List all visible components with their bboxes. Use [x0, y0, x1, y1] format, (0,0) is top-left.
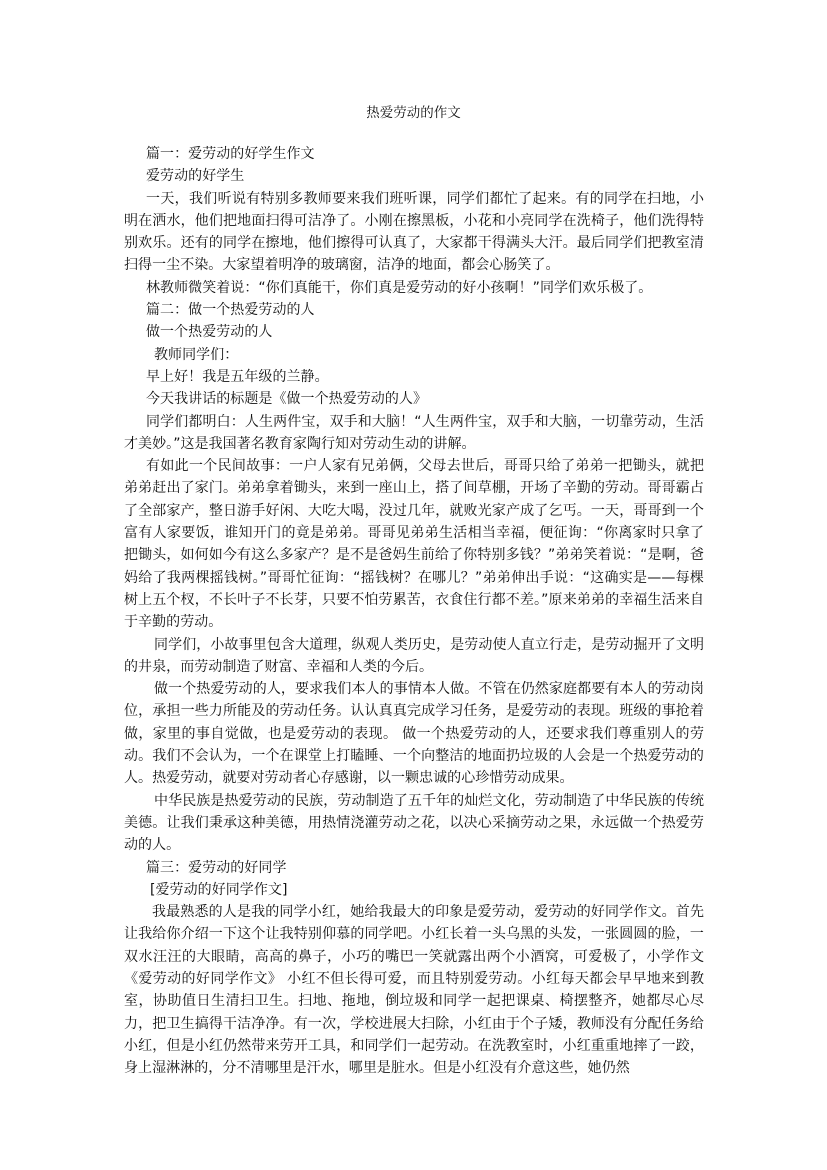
document-title: 热爱劳动的作文 [366, 105, 461, 121]
paragraph: 教师同学们： [154, 346, 239, 363]
paragraph: 爱劳动的好学生 [146, 168, 245, 185]
paragraph: 同学们都明白：人生两件宝，双手和大脑！“人生两件宝，双手和大脑，一切靠劳动，生活才美妙。”这是我国著名教育家陶行知对劳动生动的讲解。 [124, 413, 704, 452]
paragraph: 我最熟悉的人是我的同学小红，她给我最大的印象是爱劳动，爱劳动的好同学作文。首先让我给你介绍一下这个让我特别仰慕的同学吧。小红长着一头乌黑的头发，一张圆圆的脸，一双水汪汪的大眼睛，高高的鼻子，小巧的嘴巴一笑就露出两个小酒窝，可爱极了，小学作文《爱劳动的好同学作文》 小红不但长得可爱，而且特别爱劳动。小红每天都会早早地来到教室，协助值日生清扫卫生。扫地、拖地，倒垃圾和同学一起把课桌、椅摆整齐，她都尽心尽力，把卫生搞得干洁净净。有一次，学校进展大扫除，小红由于个子矮，教师没有分配任务给小红，但是小红仍然带来劳开工具，和同学们一起劳动。在洗教室时，小红重重地摔了一跤，身上湿淋淋的，分不清哪里是汗水，哪里是脏水。但是小红没有介意这些，她仍然 [124, 904, 704, 1077]
paragraph: 早上好！我是五年级的兰静。 [146, 368, 329, 385]
paragraph: 篇一：爱劳动的好学生作文 [146, 146, 315, 162]
paragraph: 有如此一个民间故事：一户人家有兄弟俩，父母去世后，哥哥只给了弟弟一把锄头，就把弟弟赶出了家门。弟弟拿着锄头，来到一座山上，搭了间草棚，开场了辛勤的劳动。哥哥霸占了全部家产，整日游手好闲、大吃大喝，没过几年，就败光家产成了乞丐。一天，哥哥到一个富有人家要饭，谁知开门的竟是弟弟。哥哥见弟弟生活相当幸福，便征询：“你离家时只拿了把锄头，如何如今有这么多家产？是不是爸妈生前给了你特别多钱？”弟弟笑着说：“是啊，爸妈给了我两棵摇钱树。”哥哥忙征询：“摇钱树？在哪儿？”弟弟伸出手说：“这确实是——每棵树上五个杈，不长叶子不长芽，只要不怕劳累苦，衣食住行都不差。”原来弟弟的幸福生活来自于辛勤的劳动。 [124, 458, 704, 631]
paragraph: 篇二：做一个热爱劳动的人 [146, 302, 315, 319]
paragraph: 林教师微笑着说：“你们真能干，你们真是爱劳动的好小孩啊！”同学们欢乐极了。 [146, 279, 653, 296]
document-body [124, 143, 704, 1079]
paragraph: 做一个热爱劳动的人 [146, 324, 273, 341]
paragraph: [爱劳动的好同学作文] [150, 881, 288, 898]
paragraph: 同学们，小故事里包含大道理，纵观人类历史，是劳动使人直立行走，是劳动掘开了文明的井泉，而劳动制造了财富、幸福和人类的今后。 [124, 636, 704, 675]
paragraph: 一天，我们听说有特别多教师要来我们班听课，同学们都忙了起来。有的同学在扫地，小明在洒水，他们把地面扫得可洁净了。小刚在擦黑板，小花和小亮同学在洗椅子，他们洗得特别欢乐。还有的同学在擦地，他们擦得可认真了，大家都干得满头大汗。最后同学们把教室清扫得一尘不染。大家望着明净的玻璃窗，洁净的地面，都会心肠笑了。 [124, 190, 704, 274]
paragraph: 今天我讲话的标题是《做一个热爱劳动的人》 [146, 391, 427, 408]
paragraph: 做一个热爱劳动的人，要求我们本人的事情本人做。不管在仍然家庭都要有本人的劳动岗位，承担一些力所能及的劳动任务。认认真真完成学习任务，是爱劳动的表现。班级的事抢着做，家里的事自觉做，也是爱劳动的表现。 做一个热爱劳动的人，还要求我们尊重别人的劳动。我们不会认为，一个在课堂上打瞌睡、一个向整洁的地面扔垃圾的人会是一个热爱劳动的人。热爱劳动，就要对劳动者心存感谢，以一颗忠诚的心珍惜劳动成果。 [124, 681, 704, 787]
paragraph: 篇三：爱劳动的好同学 [146, 859, 287, 876]
paragraph: 中华民族是热爱劳动的民族，劳动制造了五千年的灿烂文化，劳动制造了中华民族的传统美德。让我们秉承这种美德，用热情浇灌劳动之花，以决心采摘劳动之果，永远做一个热爱劳动的人。 [124, 792, 704, 854]
